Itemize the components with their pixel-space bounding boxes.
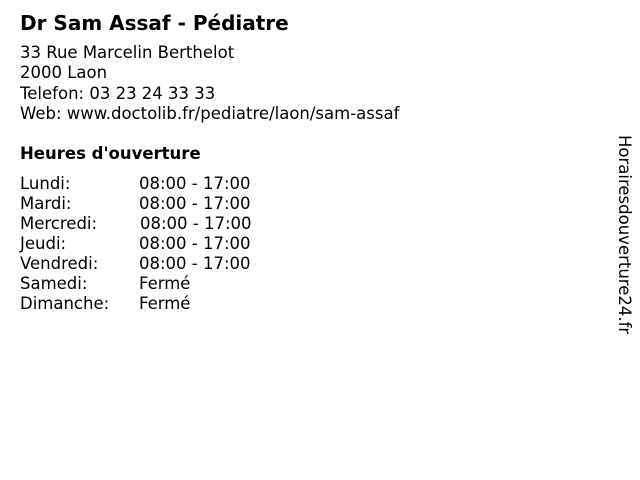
business-name: Dr Sam Assaf - Pédiatre — [20, 11, 289, 35]
time-value: 08:00 - 17:00 — [140, 214, 252, 233]
time-value: 08:00 - 17:00 — [139, 174, 251, 193]
day-label: Dimanche: — [20, 294, 110, 313]
day-label: Lundi: — [20, 174, 71, 193]
site-watermark: Horairesdouverture24.fr — [615, 135, 634, 335]
city-line: 2000 Laon — [20, 63, 108, 83]
day-label: Mercredi: — [20, 214, 98, 233]
opening-hours-heading: Heures d'ouverture — [20, 144, 201, 163]
day-label: Mardi: — [20, 194, 72, 213]
time-value: Fermé — [139, 274, 191, 293]
time-value: Fermé — [139, 294, 191, 313]
contact-block — [20, 43, 399, 124]
time-value: 08:00 - 17:00 — [139, 194, 251, 213]
phone-line: Telefon: 03 23 24 33 33 — [20, 83, 216, 103]
day-label: Jeudi: — [20, 234, 67, 253]
day-label: Vendredi: — [20, 254, 99, 273]
day-label: Samedi: — [20, 274, 88, 293]
time-value: 08:00 - 17:00 — [139, 254, 251, 273]
time-value: 08:00 - 17:00 — [139, 234, 251, 253]
street-address: 33 Rue Marcelin Berthelot — [20, 43, 235, 62]
website-line: Web: www.doctolib.fr/pediatre/laon/sam-assaf — [20, 103, 400, 123]
